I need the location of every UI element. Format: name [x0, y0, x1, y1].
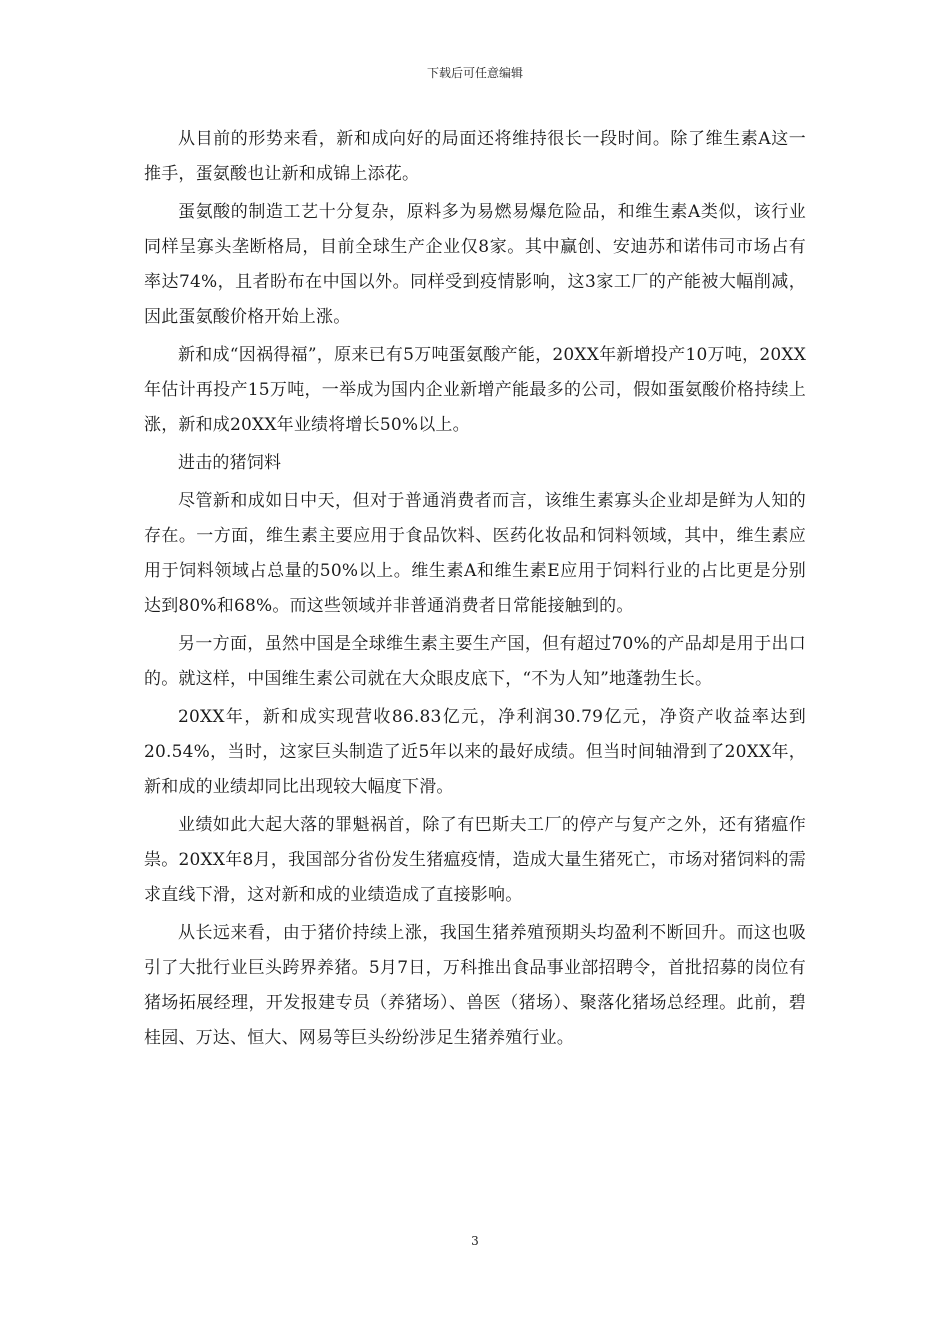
- section-heading: 进击的猪饲料: [178, 453, 282, 473]
- page-number: 3: [471, 1234, 479, 1248]
- paragraph: 从目前的形势来看，新和成向好的局面还将维持很长一段时间。除了维生素A这一推手，蛋氨酸也让新和成锦上添花。: [144, 129, 806, 184]
- paragraph: 蛋氨酸的制造工艺十分复杂，原料多为易燃易爆危险品，和维生素A类似，该行业同样呈寡头垄断格局，目前全球生产企业仅8家。其中赢创、安迪苏和诺伟司市场占有率达74%，且者盼布在中国以外。同样受到疫情影响，这3家工厂的产能被大幅削减，因此蛋氨酸价格开始上涨。: [144, 202, 806, 327]
- body-text: [144, 122, 806, 1056]
- paragraph: 另一方面，虽然中国是全球维生素主要生产国，但有超过70%的产品却是用于出口的。就这样，中国维生素公司就在大众眼皮底下，“不为人知”地蓬勃生长。: [144, 634, 806, 689]
- paragraph: 从长远来看，由于猪价持续上涨，我国生猪养殖预期头均盈利不断回升。而这也吸引了大批行业巨头跨界养猪。5月7日，万科推出食品事业部招聘令，首批招募的岗位有猪场拓展经理，开发报建专员（养猪场）、兽医（猪场）、聚落化猪场总经理。此前，碧桂园、万达、恒大、网易等巨头纷纷涉足生猪养殖行业。: [144, 923, 806, 1048]
- paragraph: 业绩如此大起大落的罪魁祸首，除了有巴斯夫工厂的停产与复产之外，还有猪瘟作祟。20XX年8月，我国部分省份发生猪瘟疫情，造成大量生猪死亡，市场对猪饲料的需求直线下滑，这对新和成的业绩造成了直接影响。: [144, 815, 806, 905]
- paragraph: 20XX年，新和成实现营收86.83亿元，净利润30.79亿元，净资产收益率达到20.54%，当时，这家巨头制造了近5年以来的最好成绩。但当时间轴滑到了20XX年，新和成的业绩却同比出现较大幅度下滑。: [144, 707, 806, 797]
- page-header: 下载后可任意编辑: [426, 66, 523, 80]
- paragraph: 尽管新和成如日中天，但对于普通消费者而言，该维生素寡头企业却是鲜为人知的存在。一方面，维生素主要应用于食品饮料、医药化妆品和饲料领域，其中，维生素应用于饲料领域占总量的50%以上。维生素A和维生素E应用于饲料行业的占比更是分别达到80%和68%。而这些领域并非普通消费者日常能接触到的。: [144, 491, 806, 616]
- paragraph: 新和成“因祸得福”，原来已有5万吨蛋氨酸产能，20XX年新增投产10万吨，20XX年估计再投产15万吨，一举成为国内企业新增产能最多的公司，假如蛋氨酸价格持续上涨，新和成20XX年业绩将增长50%以上。: [144, 345, 806, 435]
